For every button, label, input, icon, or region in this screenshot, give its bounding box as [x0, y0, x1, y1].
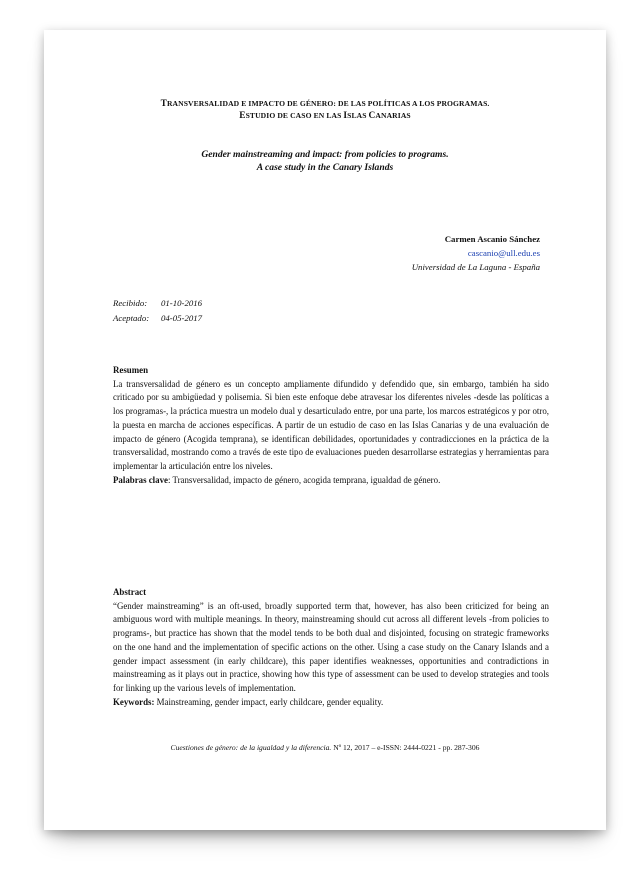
- resumen-heading: Resumen: [113, 365, 149, 375]
- spanish-title: [44, 98, 606, 122]
- english-title-line-2: A case study in the Canary Islands: [256, 162, 394, 173]
- accepted-date: 04-05-2017: [161, 313, 203, 323]
- abstract-keywords: [113, 696, 549, 710]
- author-affiliation: Universidad de La Laguna - España: [411, 262, 540, 272]
- journal-details: Nº 12, 2017 – e-ISSN: 2444-0221 - pp. 287-306: [331, 743, 480, 752]
- received-row: [113, 296, 202, 311]
- author-email-link[interactable]: cascanio@ull.edu.es: [467, 248, 540, 258]
- title-line-1-rest: RANSVERSALIDAD E IMPACTO DE GÉNERO: DE LAS POLÍTICAS A LOS PROGRAMAS.: [166, 99, 490, 108]
- title-initial-e: E: [239, 111, 246, 121]
- resumen-keywords-list: : Transversalidad, impacto de género, acogida temprana, igualdad de género.: [167, 474, 441, 485]
- paper-page: [44, 30, 606, 830]
- abstract-keywords-label: Keywords:: [113, 696, 155, 707]
- title-line-2-part-a: STUDIO DE CASO EN LAS: [245, 111, 344, 120]
- title-initial-i: I: [343, 111, 348, 121]
- resumen-keywords-label: Palabras clave: [113, 474, 168, 485]
- title-line-2-part-c: ANARIAS: [375, 111, 411, 120]
- resumen-section: [113, 364, 549, 487]
- journal-footer: [44, 743, 606, 753]
- resumen-keywords: [113, 474, 549, 488]
- journal-name: Cuestiones de género: de la igualdad y la diferencia.: [170, 743, 332, 752]
- title-line-2-part-b: SLAS: [347, 111, 369, 120]
- abstract-section: [113, 586, 549, 709]
- abstract-keywords-list: Mainstreaming, gender impact, early childcare, gender equality.: [154, 696, 384, 707]
- received-date: 01-10-2016: [161, 298, 203, 308]
- received-label: Recibido:: [113, 298, 148, 308]
- spanish-title-line-1: [44, 98, 606, 110]
- author-block: [412, 232, 540, 274]
- english-title: [44, 148, 606, 174]
- title-initial-t: T: [160, 99, 167, 109]
- abstract-text: “Gender mainstreaming” is an oft-used, broadly supported term that, however, has also been criticized for being an ambiguous word with multiple meanings. In theory, mainstreaming should cut across all different levels -from policies to programs-, but practice has shown that the model tends to be both dual and disjointed, focusing on strategic frameworks on the one hand and the implementation of specific actions on the other. Using a case study on the Canary Islands and a gender impact assessment (in early childcare), this paper identifies weaknesses, opportunities and contradictions in mainstreaming as it plays out in practice, showing how this type of assessment can be used to develop strategies and tools for linking up the various levels of implementation.: [113, 600, 549, 693]
- accepted-row: [113, 311, 202, 326]
- submission-dates: [113, 296, 202, 326]
- accepted-label: Aceptado:: [113, 313, 150, 323]
- english-title-line-1: Gender mainstreaming and impact: from policies to programs.: [201, 149, 449, 160]
- abstract-heading: Abstract: [113, 587, 147, 597]
- author-name: Carmen Ascanio Sánchez: [444, 234, 540, 244]
- title-initial-c: C: [368, 111, 376, 121]
- spanish-title-line-2: [44, 110, 606, 122]
- resumen-text: La transversalidad de género es un concepto ampliamente difundido y defendido que, sin embargo, también ha sido criticado por su ambigüedad y polisemia. Si bien este enfoque debe atravesar los diferentes niveles -desde las políticas a los programas-, la práctica muestra un modelo dual y desarticulado entre, por una parte, los marcos estratégicos y por otro, la puesta en marcha de acciones específicas. A partir de un estudio de caso en las Islas Canarias y de una evaluación de impacto de género (Acogida temprana), se identifican debilidades, oportunidades y contradicciones en la práctica de la transversalidad, mostrando como a través de este tipo de evaluaciones pueden desarrollarse estrategias y herramientas para implementar la articulación entre los niveles.: [113, 378, 549, 471]
